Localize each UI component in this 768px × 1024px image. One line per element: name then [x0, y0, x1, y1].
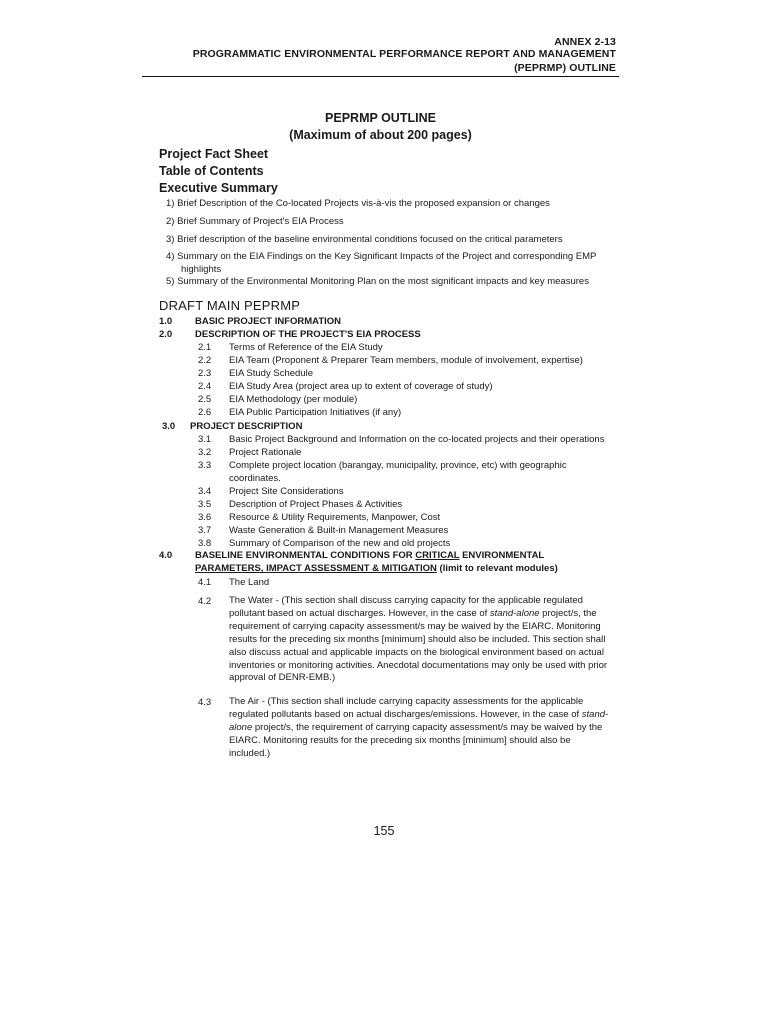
item-text: Waste Generation & Built-in Management Measures: [229, 525, 449, 536]
item-number: 2.5: [198, 394, 212, 405]
section-number: 3.0: [162, 421, 176, 432]
paragraph-text: project/s, the requirement of carrying capacity assessment/s may be waived by the EIARC. Monitoring results for the preceding six months [minimum] should also be included.): [229, 721, 603, 759]
header-rule: [142, 76, 619, 77]
summary-item: 3) Brief description of the baseline environmental conditions focused on the critical parameters: [166, 234, 563, 245]
item-text: Basic Project Background and Information on the co-located projects and their operations: [229, 434, 605, 445]
item-number: 2.1: [198, 342, 212, 353]
outline-title: PEPRMP OUTLINE: [325, 111, 436, 125]
item-paragraph-air: [229, 696, 611, 761]
item-number: 3.3: [198, 460, 212, 471]
paragraph-text: project/s, the requirement of carrying capacity assessment/s may be waived by the EIARC. Monitoring results for the preceding six months [minimum] should also be included. This section shall also discuss actual and applicable impacts on the biological environment based on actual inventories or monitoring activities. Anecdotal documentations may only be used with prior approval of DENR-EMB.): [229, 607, 608, 684]
draft-heading: DRAFT MAIN PEPRMP: [159, 298, 301, 313]
front-matter-item: Table of Contents: [159, 164, 264, 178]
section-title: PROJECT DESCRIPTION: [190, 421, 303, 432]
summary-item: 2) Brief Summary of Project's EIA Process: [166, 216, 344, 227]
paragraph-italic: stand-alone: [489, 607, 540, 619]
section-title-critical: CRITICAL: [415, 550, 460, 561]
item-number: 3.1: [198, 434, 212, 445]
item-number: 3.2: [198, 447, 212, 458]
item-text: EIA Study Area (project area up to extent of coverage of study): [229, 381, 493, 392]
summary-item: 4) Summary on the EIA Findings on the Key Significant Impacts of the Project and corresponding EMP: [166, 251, 597, 262]
item-text: Summary of Comparison of the new and old projects: [229, 538, 451, 549]
paragraph-text: The Air - (This section shall include carrying capacity assessments for the applicable regulated pollutants based on actual discharges/emissions. However, in the case of: [229, 696, 584, 720]
annex-label: ANNEX 2-13: [554, 36, 616, 48]
item-number: 3.7: [198, 525, 212, 536]
item-text: EIA Public Participation Initiatives (if any): [229, 407, 402, 418]
paragraph-text: The Water - (This section shall discuss carrying capacity for the applicable regulated pollutant based on actual discharges. However, in the case of: [229, 595, 583, 619]
item-number: 2.2: [198, 355, 212, 366]
summary-item-cont: highlights: [181, 264, 222, 275]
item-number: 2.3: [198, 368, 212, 379]
item-text: EIA Methodology (per module): [229, 394, 358, 405]
section-number: 1.0: [159, 316, 173, 327]
summary-item: 1) Brief Description of the Co-located Projects vis-à-vis the proposed expansion or changes: [166, 198, 550, 209]
item-text: EIA Study Schedule: [229, 368, 313, 379]
section-title-line2: [195, 563, 558, 574]
item-text: Terms of Reference of the EIA Study: [229, 342, 383, 353]
item-text-cont: coordinates.: [229, 473, 281, 484]
item-number: 3.5: [198, 499, 212, 510]
paragraph-italic: stand-alone: [229, 708, 609, 733]
item-text: Project Rationale: [229, 447, 302, 458]
item-number: 3.8: [198, 538, 212, 549]
item-text: Resource & Utility Requirements, Manpower, Cost: [229, 512, 441, 523]
item-number: 2.6: [198, 407, 212, 418]
front-matter-item: Executive Summary: [159, 181, 278, 195]
section-number: 2.0: [159, 329, 173, 340]
section-title: [195, 550, 544, 561]
section-title-part: PARAMETERS, IMPACT ASSESSMENT & MITIGATION: [195, 563, 437, 574]
item-text: EIA Team (Proponent & Preparer Team members, module of involvement, expertise): [229, 355, 583, 366]
section-title: BASIC PROJECT INFORMATION: [195, 316, 342, 327]
item-number: 4.1: [198, 577, 212, 588]
header-title-line2: (PEPRMP) OUTLINE: [514, 62, 616, 74]
front-matter-item: Project Fact Sheet: [159, 147, 269, 161]
page-number: 155: [373, 824, 395, 838]
item-number: 4.2: [198, 596, 212, 607]
summary-item: 5) Summary of the Environmental Monitoring Plan on the most significant impacts and key measures: [166, 276, 589, 287]
item-text: Description of Project Phases & Activities: [229, 499, 403, 510]
section-title-part: ENVIRONMENTAL: [459, 550, 545, 561]
item-number: 4.3: [198, 697, 212, 708]
section-title: DESCRIPTION OF THE PROJECT'S EIA PROCESS: [195, 329, 421, 340]
section-title-part: BASELINE ENVIRONMENTAL CONDITIONS FOR: [195, 550, 416, 561]
header-title-line1: PROGRAMMATIC ENVIRONMENTAL PERFORMANCE REPORT AND MANAGEMENT: [192, 48, 616, 60]
item-number: 3.4: [198, 486, 212, 497]
item-number: 2.4: [198, 381, 212, 392]
section-number: 4.0: [159, 550, 173, 561]
item-text: Project Site Considerations: [229, 486, 344, 497]
item-text: The Land: [229, 577, 270, 588]
outline-subtitle: (Maximum of about 200 pages): [289, 128, 472, 142]
item-text: Complete project location (barangay, municipality, province, etc) with geographic: [229, 460, 567, 471]
item-number: 3.6: [198, 512, 212, 523]
section-title-part: (limit to relevant modules): [436, 563, 558, 574]
item-paragraph-water: [229, 595, 611, 685]
